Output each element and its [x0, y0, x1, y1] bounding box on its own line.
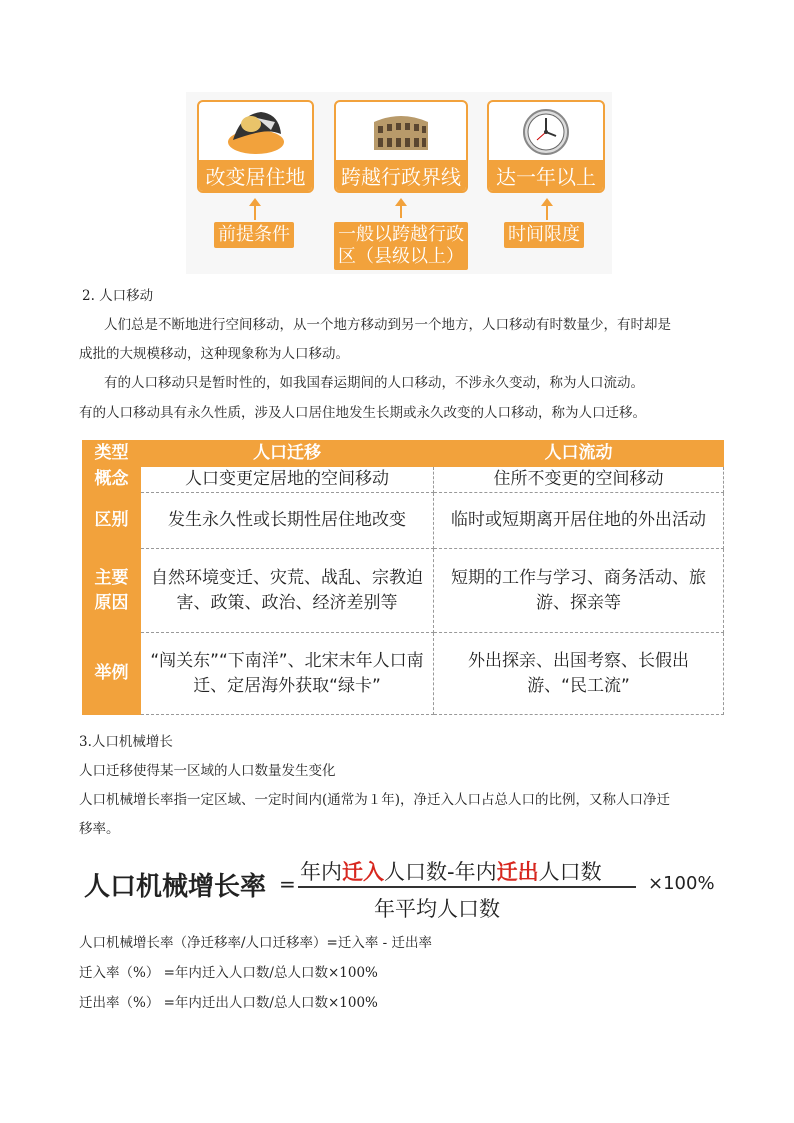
section2-paragraph-2: 有的人口移动只是暂时性的，如我国春运期间的人口移动，不涉永久变动，称为人口流动。 [104, 375, 644, 391]
row-label: 概念 [83, 467, 141, 493]
table-cell: 短期的工作与学习、商务活动、旅游、探亲等 [434, 549, 724, 633]
card-change-residence [197, 100, 314, 193]
section3-line-2: 人口机械增长率指一定区域、一定时间内(通常为１年)，净迁入人口占总人口的比例，又称人口净迁 [79, 792, 671, 808]
card-over-one-year [487, 100, 605, 193]
table-header: 人口流动 [434, 441, 724, 467]
colosseum-icon [336, 102, 466, 162]
definition-line: 人口机械增长率（净迁移率/人口迁移率）=迁入率 - 迁出率 [79, 935, 433, 951]
formula-denominator: 年平均人口数 [374, 897, 500, 921]
row-label: 举例 [83, 633, 141, 715]
table-cell: 自然环境变迁、灾荒、战乱、宗教迫害、政策、政治、经济差别等 [141, 549, 434, 633]
numerator-text: 年内 [300, 860, 342, 884]
row-label: 主要原因 [83, 549, 141, 633]
table-cell: 发生永久性或长期性居住地改变 [141, 493, 434, 549]
card-label: 改变居住地 [199, 160, 312, 191]
section3-line-2-cont: 移率。 [79, 821, 120, 837]
table-cell: 临时或短期离开居住地的外出活动 [434, 493, 724, 549]
table-row [83, 633, 724, 715]
clock-icon [489, 102, 603, 162]
table-row [83, 467, 724, 493]
formula-numerator [300, 856, 602, 886]
formula-equals: = [279, 872, 296, 896]
table-header: 人口迁移 [141, 441, 434, 467]
section2-paragraph-1: 人们总是不断地进行空间移动，从一个地方移动到另一个地方，人口移动有时数量少，有时却是 [104, 317, 671, 333]
up-arrow-icon [400, 204, 402, 218]
shoes-icon [199, 102, 312, 162]
tag-time-limit: 时间限度 [504, 222, 584, 248]
definition-line: 迁入率（%） =年内迁入人口数/总人口数×100% [79, 965, 378, 981]
section2-paragraph-1-cont: 成批的大规模移动，这种现象称为人口移动。 [79, 346, 349, 362]
up-arrow-icon [546, 204, 548, 220]
section3-line-1: 人口迁移使得某一区域的人口数量发生变化 [79, 763, 336, 779]
numerator-in: 迁入 [342, 860, 384, 884]
formula-lhs: 人口机械增长率 [84, 872, 267, 902]
migration-comparison-table [82, 440, 724, 715]
table-cell: 外出探亲、出国考察、长假出游、“民工流” [434, 633, 724, 715]
row-label: 区别 [83, 493, 141, 549]
section2-paragraph-3: 有的人口移动具有永久性质，涉及人口居住地发生长期或永久改变的人口移动，称为人口迁移。 [79, 405, 646, 421]
tag-admin-level: 一般以跨越行政区（县级以上） [334, 222, 468, 270]
card-cross-boundary [334, 100, 468, 193]
card-label: 达一年以上 [489, 160, 603, 191]
numerator-out: 迁出 [496, 860, 539, 884]
definition-line: 迁出率（%） =年内迁出人口数/总人口数×100% [79, 995, 378, 1011]
numerator-text: 人口数-年内 [384, 860, 497, 884]
table-row [83, 549, 724, 633]
formula-multiplier: ×100% [648, 873, 715, 894]
table-cell: “闯关东”“下南洋”、北宋末年人口南迁、定居海外获取“绿卡” [141, 633, 434, 715]
card-label: 跨越行政界线 [336, 160, 466, 191]
table-cell: 住所不变更的空间移动 [434, 467, 724, 493]
fraction-bar [298, 886, 636, 888]
section2-heading: 2. 人口移动 [82, 288, 154, 304]
table-row [83, 493, 724, 549]
tag-precondition: 前提条件 [214, 222, 294, 248]
table-header-row [83, 441, 724, 467]
table-cell: 人口变更定居地的空间移动 [141, 467, 434, 493]
up-arrow-icon [254, 204, 256, 220]
table-header: 类型 [83, 441, 141, 467]
numerator-text: 人口数 [538, 860, 602, 884]
section3-heading: 3.人口机械增长 [79, 734, 173, 750]
definition-diagram [186, 92, 612, 274]
